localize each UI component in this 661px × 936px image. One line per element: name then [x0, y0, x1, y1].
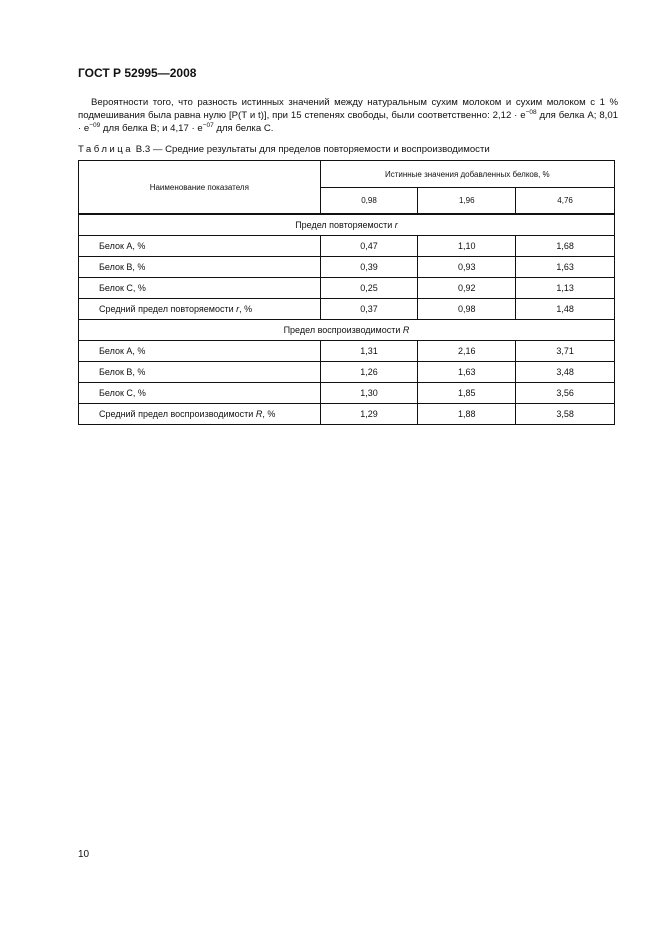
- page-number: 10: [78, 849, 90, 860]
- row-value: 0,98: [418, 299, 516, 320]
- row-value: 1,29: [320, 404, 418, 425]
- para-text: для белка В; и 4,17 · e: [100, 123, 203, 134]
- row-value: 1,13: [516, 278, 615, 299]
- table-row: [79, 362, 615, 383]
- row-name: Средний предел повторяемости r, %: [79, 299, 321, 320]
- row-value: 1,31: [320, 341, 418, 362]
- row-value: 1,85: [418, 383, 516, 404]
- table-caption: [78, 144, 490, 155]
- row-value: 0,37: [320, 299, 418, 320]
- caption-prefix: Таблица: [78, 144, 134, 155]
- para-text: для белка С.: [213, 123, 274, 134]
- row-value: 3,71: [516, 341, 615, 362]
- row-value: 3,58: [516, 404, 615, 425]
- table-row: [79, 299, 615, 320]
- standard-header: ГОСТ Р 52995—2008: [78, 66, 197, 80]
- row-name: Белок В, %: [79, 362, 321, 383]
- row-name: Белок В, %: [79, 257, 321, 278]
- table-row: [79, 236, 615, 257]
- header-col: 1,96: [418, 188, 516, 215]
- row-value: 1,63: [516, 257, 615, 278]
- row-value: 1,26: [320, 362, 418, 383]
- row-value: 0,93: [418, 257, 516, 278]
- row-value: 2,16: [418, 341, 516, 362]
- row-name: Белок С, %: [79, 383, 321, 404]
- row-value: 1,10: [418, 236, 516, 257]
- para-text: Вероятности того, что разность истинных значений между натуральным сухим молоком и сухим молоком с 1 % подмешивания была равна нулю [P(T и t)], при 15 степенях свободы, были соответственно: 2,12 · e: [78, 97, 618, 121]
- table-row: [79, 278, 615, 299]
- row-value: 0,25: [320, 278, 418, 299]
- row-name: Белок С, %: [79, 278, 321, 299]
- header-col: 4,76: [516, 188, 615, 215]
- row-value: 1,68: [516, 236, 615, 257]
- row-name: Белок А, %: [79, 236, 321, 257]
- row-value: 0,92: [418, 278, 516, 299]
- row-name: Средний предел воспроизводимости R, %: [79, 404, 321, 425]
- row-value: 3,48: [516, 362, 615, 383]
- results-table: [78, 160, 615, 425]
- row-value: 1,30: [320, 383, 418, 404]
- exponent: −09: [89, 122, 101, 129]
- table-row: [79, 257, 615, 278]
- para-text: для белка А; 8,01 · e: [78, 110, 618, 134]
- header-name: Наименование показателя: [79, 161, 321, 215]
- row-value: 1,48: [516, 299, 615, 320]
- row-value: 1,63: [418, 362, 516, 383]
- header-group: Истинные значения добавленных белков, %: [320, 161, 614, 188]
- row-value: 0,39: [320, 257, 418, 278]
- row-value: 0,47: [320, 236, 418, 257]
- caption-text: В.3 — Средние результаты для пределов повторяемости и воспроизводимости: [133, 144, 490, 155]
- table-row: [79, 383, 615, 404]
- table-row: [79, 404, 615, 425]
- exponent: −08: [525, 109, 537, 116]
- header-col: 0,98: [320, 188, 418, 215]
- exponent: −07: [202, 122, 214, 129]
- table-row: [79, 341, 615, 362]
- row-name: Белок А, %: [79, 341, 321, 362]
- section-title: Предел повторяемости r: [79, 214, 615, 236]
- row-value: 1,88: [418, 404, 516, 425]
- row-value: 3,56: [516, 383, 615, 404]
- body-paragraph: [78, 96, 618, 135]
- section-title: Предел воспроизводимости R: [79, 320, 615, 341]
